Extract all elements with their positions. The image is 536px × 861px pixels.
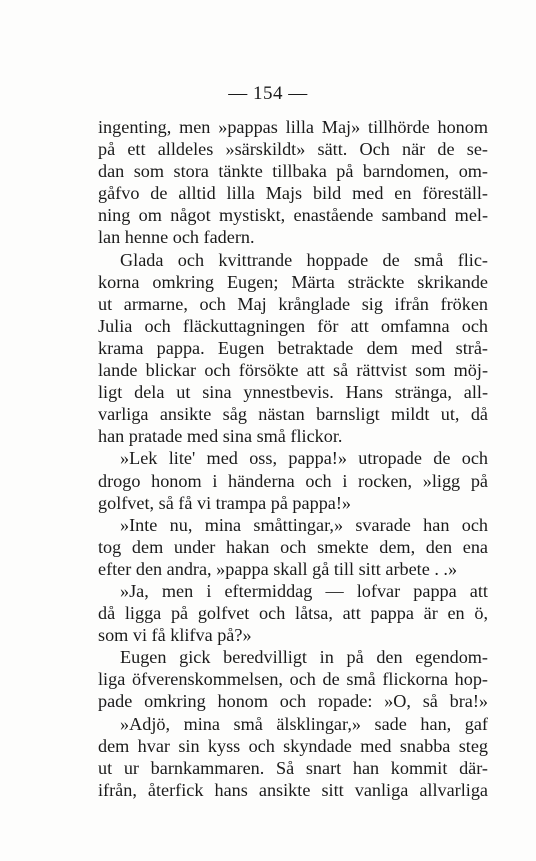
text-line: lande blickar och försökte att så rättvist som möj- [98, 360, 488, 381]
text-line: liga öfverenskommelsen, och de små flickorna hop- [98, 669, 488, 690]
text-line: krama pappa. Eugen betraktade dem med strå- [98, 337, 488, 358]
text-line: »Adjö, mina små älsklingar,» sade han, gaf [120, 713, 488, 734]
text-line: ligt dela ut sina ynnestbevis. Hans stränga, all- [98, 382, 488, 403]
text-line: korna omkring Eugen; Märta sträckte skrikande [98, 271, 488, 292]
text-line: lan henne och fadern. [98, 227, 255, 248]
text-line: tog dem under hakan och smekte dem, den ena [98, 536, 488, 557]
text-line: som vi få klifva på?» [98, 625, 252, 646]
text-line: »Ja, men i eftermiddag — lofvar pappa att [120, 580, 488, 601]
text-line: ut ur barnkammaren. Så snart han kommit där- [98, 757, 488, 778]
text-line: ingenting, men »pappas lilla Maj» tillhörde honom [98, 117, 488, 137]
text-line: Julia och fläckuttagningen för att omfamna och [98, 315, 488, 336]
text-line: golfvet, så få vi trampa på pappa!» [98, 492, 352, 513]
text-line: varliga ansikte såg nästan barnsligt mildt ut, då [98, 404, 488, 425]
text-line: ut armarne, och Maj krånglade sig ifrån fröken [98, 293, 488, 314]
text-line: »Lek lite' med oss, pappa!» utropade de och [120, 448, 488, 469]
text-line: på ett alldeles »särskildt» sätt. Och när de se- [98, 139, 488, 160]
text-line: då ligga på golfvet och låtsa, att pappa är en ö, [98, 603, 488, 624]
text-line: ifrån, återfick hans ansikte sitt vanliga allvarliga [98, 779, 488, 800]
text-line: efter den andra, »pappa skall gå till sitt arbete . .» [98, 558, 458, 579]
text-line: »Inte nu, mina småttingar,» svarade han och [120, 514, 488, 535]
text-line: ning om något mystiskt, enastående samband mel- [98, 205, 488, 226]
text-line: han pratade med sina små flickor. [98, 426, 343, 447]
body-text [98, 116, 488, 801]
text-line: drogo honom i händerna och i rocken, »ligg på [98, 470, 488, 491]
text-line: Eugen gick beredvilligt in på den egendom- [120, 647, 488, 668]
page-number: — 154 — [228, 83, 308, 104]
text-line: dem hvar sin kyss och skyndade med snabba steg [98, 735, 488, 756]
text-line: gåfvo de alltid lilla Majs bild med en föreställ- [98, 183, 488, 204]
text-line: pade omkring honom och ropade: »O, så bra!» [98, 691, 488, 712]
text-line: dan som stora tänkte tillbaka på barndomen, om- [98, 161, 488, 182]
text-line: Glada och kvittrande hoppade de små flic- [120, 249, 488, 270]
